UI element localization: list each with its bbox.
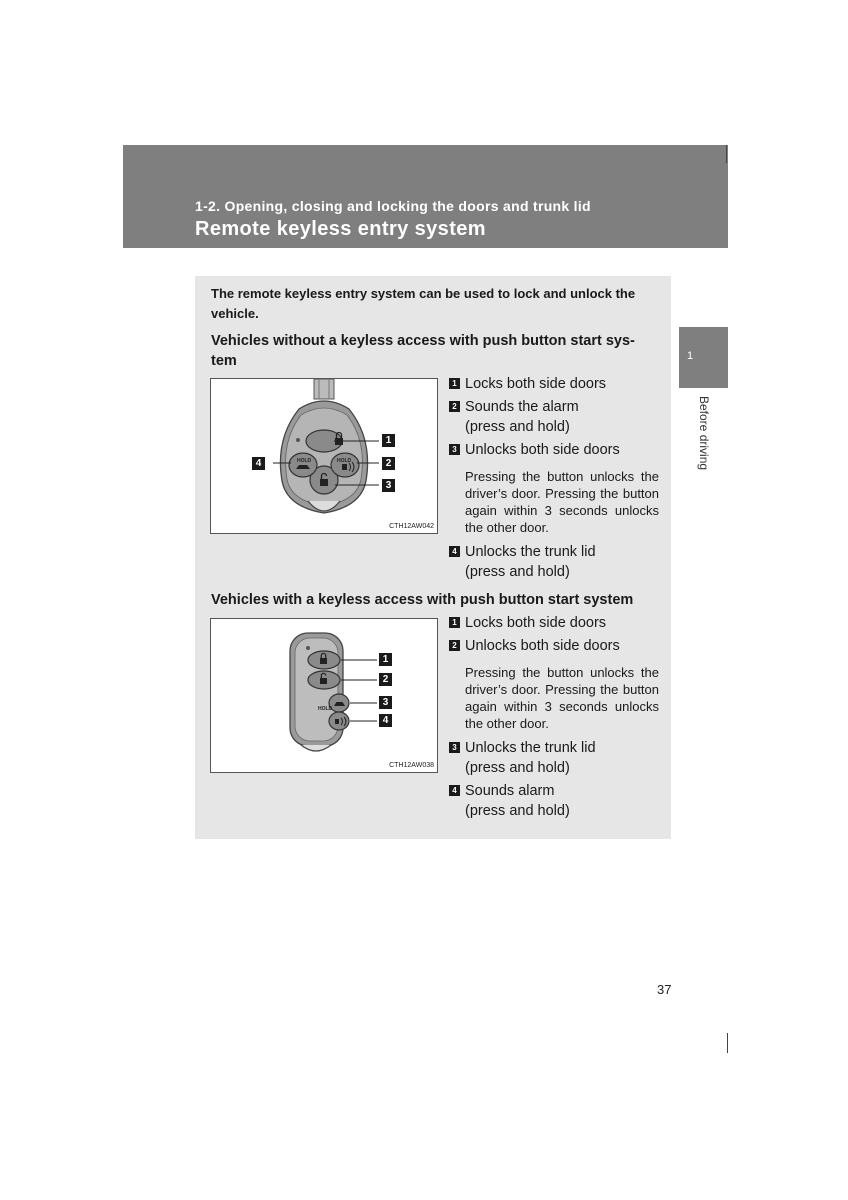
- item-text: Unlocks both side doors: [465, 638, 620, 654]
- list-item: [449, 440, 659, 460]
- hold-label: HOLD: [297, 458, 312, 464]
- item-text: Locks both side doors: [465, 376, 607, 392]
- section2-heading: Vehicles with a keyless access with push button start system: [211, 592, 634, 608]
- figure-code: CTH12AW038: [389, 762, 434, 769]
- callout-2: 2: [382, 457, 395, 470]
- smart-key-illustration: [211, 619, 437, 772]
- item-number: 1: [449, 617, 460, 628]
- item-subtext: (press and hold): [465, 564, 570, 580]
- section1-list: [449, 374, 659, 585]
- item-text: Sounds the alarm: [465, 399, 579, 415]
- list-item: [449, 613, 659, 633]
- hold-label: HOLD: [318, 706, 333, 712]
- callout-3: 3: [379, 696, 392, 709]
- list-item: [449, 636, 659, 656]
- list-item: [449, 781, 659, 821]
- item-text: Unlocks the trunk lid: [465, 544, 596, 560]
- page-number: 37: [657, 982, 672, 997]
- section1-heading: Vehicles without a keyless access with push button start sys-tem: [211, 333, 635, 369]
- page-title: Remote keyless entry system: [195, 218, 486, 240]
- item-text: Unlocks both side doors: [465, 442, 620, 458]
- item-number: 4: [449, 546, 460, 557]
- item-number: 2: [449, 401, 460, 412]
- hold-label: HOLD: [337, 458, 352, 464]
- item-subtext: (press and hold): [465, 803, 570, 819]
- item-text: Unlocks the trunk lid: [465, 740, 596, 756]
- item-number: 2: [449, 640, 460, 651]
- section2-figure: [210, 618, 438, 773]
- item-subtext: (press and hold): [465, 419, 570, 435]
- list-item: [449, 374, 659, 394]
- intro-text: The remote keyless entry system can be used to lock and unlock the vehicle.: [211, 286, 636, 321]
- item-subtext: (press and hold): [465, 760, 570, 776]
- callout-4: 4: [252, 457, 265, 470]
- item-note: Pressing the button unlocks the driver’s door. Pressing the button again within 3 seconds unlocks the other door.: [465, 469, 659, 535]
- key-fob-illustration: [211, 379, 437, 533]
- crop-mark-bottom: [727, 1033, 728, 1053]
- item-number: 1: [449, 378, 460, 389]
- item-text: Locks both side doors: [465, 615, 607, 631]
- chapter-tab-label: Before driving: [697, 396, 711, 471]
- section1-figure: [210, 378, 438, 534]
- list-item: [449, 738, 659, 778]
- figure-code: CTH12AW042: [389, 523, 434, 530]
- item-number: 3: [449, 444, 460, 455]
- callout-2: 2: [379, 673, 392, 686]
- callout-1: 1: [382, 434, 395, 447]
- callout-4: 4: [379, 714, 392, 727]
- item-number: 3: [449, 742, 460, 753]
- section2-list: [449, 613, 659, 824]
- callout-3: 3: [382, 479, 395, 492]
- chapter-tab-number: 1: [687, 350, 694, 362]
- item-number: 4: [449, 785, 460, 796]
- section-label: 1-2. Opening, closing and locking the doors and trunk lid: [195, 198, 591, 214]
- crop-mark-top: [726, 145, 727, 163]
- item-note: Pressing the button unlocks the driver’s door. Pressing the button again within 3 seconds unlocks the other door.: [465, 665, 659, 731]
- item-text: Sounds alarm: [465, 783, 555, 799]
- list-item: [449, 397, 659, 437]
- callout-1: 1: [379, 653, 392, 666]
- list-item: [449, 542, 659, 582]
